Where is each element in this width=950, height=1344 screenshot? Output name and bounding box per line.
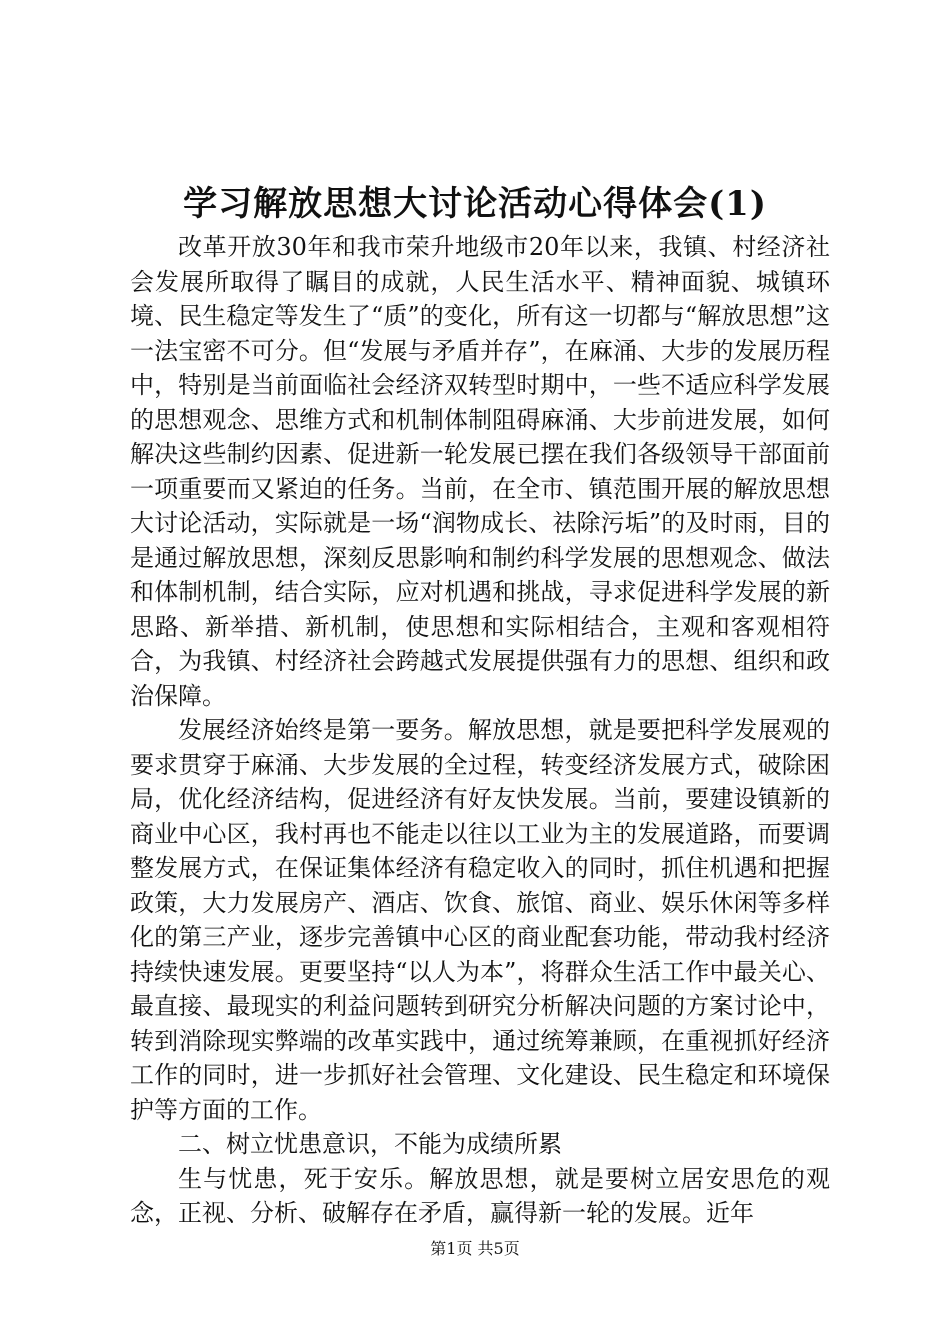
document-body [130,230,830,1231]
paragraph: 生与忧患，死于安乐。解放思想，就是要树立居安思危的观念，正视、分析、破解存在矛盾，赢得新一轮的发展。近年 [130,1164,830,1227]
page-number-footer: 第1页 共5页 [430,1239,520,1258]
paragraph: 发展经济始终是第一要务。解放思想，就是要把科学发展观的要求贯穿于麻涌、大步发展的全过程，转变经济发展方式，破除困局，优化经济结构，促进经济有好友快发展。当前，要建设镇新的商业中心区，我村再也不能走以往以工业为主的发展道路，而要调整发展方式，在保证集体经济有稳定收入的同时，抓住机遇和把握政策，大力发展房产、酒店、饮食、旅馆、商业、娱乐休闲等多样化的第三产业，逐步完善镇中心区的商业配套功能，带动我村经济持续快速发展。更要坚持“以人为本”，将群众生活工作中最关心、最直接、最现实的利益问题转到研究分析解决问题的方案讨论中，转到消除现实弊端的改革实践中，通过统筹兼顾，在重视抓好经济工作的同时，进一步抓好社会管理、文化建设、民生稳定和环境保护等方面的工作。 [130,716,830,1124]
section-heading: 二、树立忧患意识，不能为成绩所累 [178,1130,562,1158]
document-title: 学习解放思想大讨论活动心得体会(1) [183,184,767,224]
paragraph: 改革开放30年和我市荣升地级市20年以来，我镇、村经济社会发展所取得了瞩目的成就，人民生活水平、精神面貌、城镇环境、民生稳定等发生了“质”的变化，所有这一切都与“解放思想”这一法宝密不可分。但“发展与矛盾并存”，在麻涌、大步的发展历程中，特别是当前面临社会经济双转型时期中，一些不适应科学发展的思想观念、思维方式和机制体制阻碍麻涌、大步前进发展，如何解决这些制约因素、促进新一轮发展已摆在我们各级领导干部面前一项重要而又紧迫的任务。当前，在全市、镇范围开展的解放思想大讨论活动，实际就是一场“润物成长、祛除污垢”的及时雨，目的是通过解放思想，深刻反思影响和制约科学发展的思想观念、做法和体制机制，结合实际，应对机遇和挑战，寻求促进科学发展的新思路、新举措、新机制，使思想和实际相结合，主观和客观相符合，为我镇、村经济社会跨越式发展提供强有力的思想、组织和政治保障。 [130,233,830,710]
